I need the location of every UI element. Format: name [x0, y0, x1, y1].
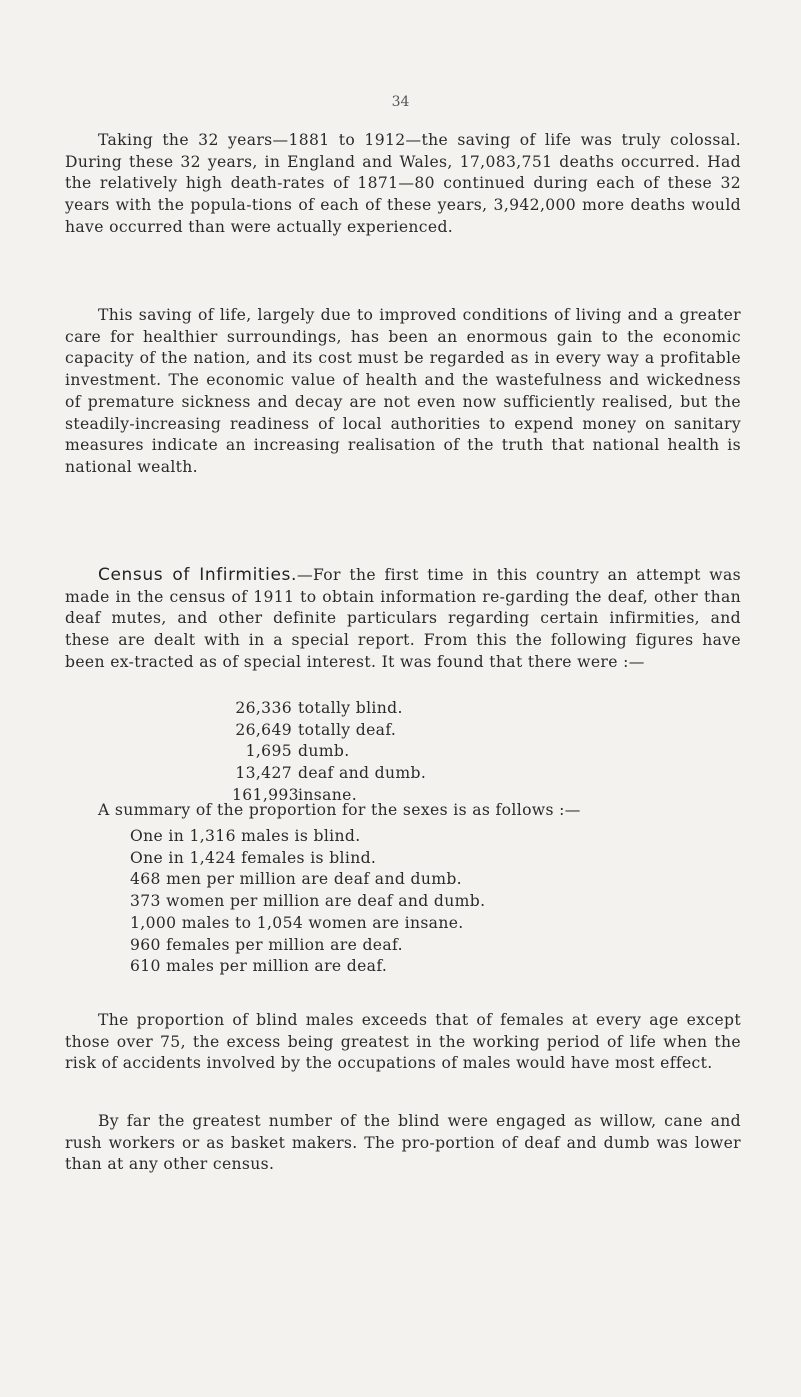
list-item — [232, 720, 426, 742]
stat-count: 1,695 — [245, 742, 292, 761]
list-item — [232, 741, 426, 763]
paragraph-economic-capacity: This saving of life, largely due to improved conditions of living and a greater care for healthier surroundings, has been an enormous gain to the economic capacity of the nation, and its cost must be regarded as in every way a profitable investment. The economic value of health and the wastefulness and wickedness of premature sickness and decay are not even now sufficiently realised, but the steadily-increasing readiness of local authorities to expend money on sanitary measures indicate an increasing realisation of the truth that national health is national wealth. — [65, 306, 741, 476]
list-item: 373 women per million are deaf and dumb. — [130, 892, 486, 911]
stat-count: 26,649 — [235, 720, 292, 739]
list-item — [232, 698, 426, 720]
list-item: 960 females per million are deaf. — [130, 935, 403, 954]
summary-intro: A summary of the proportion for the sexes is as follows :— — [98, 801, 581, 819]
list-item: One in 1,424 females is blind. — [130, 848, 377, 867]
list-item — [232, 763, 426, 785]
sex-proportion-list — [130, 826, 485, 978]
paragraph-blind-occupations: By far the greatest number of the blind were engaged as willow, cane and rush workers or as basket makers. The pro-portion of deaf and dumb was lower than at any other census. — [65, 1112, 741, 1174]
stat-label: insane. — [298, 785, 358, 804]
paragraph-blind-males: The proportion of blind males exceeds that of females at every age except those over 75, the excess being greatest in the working period of life when the risk of accidents involved by the occupations of males would have most effect. — [65, 1011, 741, 1073]
stat-label: totally deaf. — [298, 720, 397, 739]
stat-count: 161,993 — [232, 785, 299, 804]
section-heading: Census of Infirmities. — [98, 565, 298, 585]
stat-count: 26,336 — [235, 699, 292, 717]
list-item: One in 1,316 males is blind. — [130, 827, 361, 845]
stat-label: dumb. — [298, 742, 350, 761]
stat-count: 13,427 — [235, 764, 292, 783]
paragraph-body: —For the first time in this country an attempt was made in the census of 1911 to obtain information re-garding the deaf, other than deaf mutes, and other definite particulars regarding certain infirmities, and these are dealt with in a special report. From this the following figures have been ex-tracted as of special interest. It was found that there were :— — [65, 566, 741, 671]
list-item: 1,000 males to 1,054 women are insane. — [130, 913, 464, 932]
stat-label: deaf and dumb. — [298, 764, 427, 783]
stat-label: totally blind. — [298, 699, 403, 717]
paragraph-census-of-infirmities — [65, 565, 741, 674]
list-item: 610 males per million are deaf. — [130, 957, 388, 976]
infirmity-stats-list — [232, 698, 426, 807]
page-number: 34 — [391, 94, 410, 110]
list-item: 468 men per million are deaf and dumb. — [130, 870, 462, 889]
paragraph-saving-of-life: Taking the 32 years—1881 to 1912—the saving of life was truly colossal. During these 32 years, in England and Wales, 17,083,751 deaths occurred. Had the relatively high death-rates of 1871—80 continued during each of these 32 years with the popula-tions of each of these years, 3,942,000 more deaths would have occurred than were actually experienced. — [65, 131, 741, 236]
